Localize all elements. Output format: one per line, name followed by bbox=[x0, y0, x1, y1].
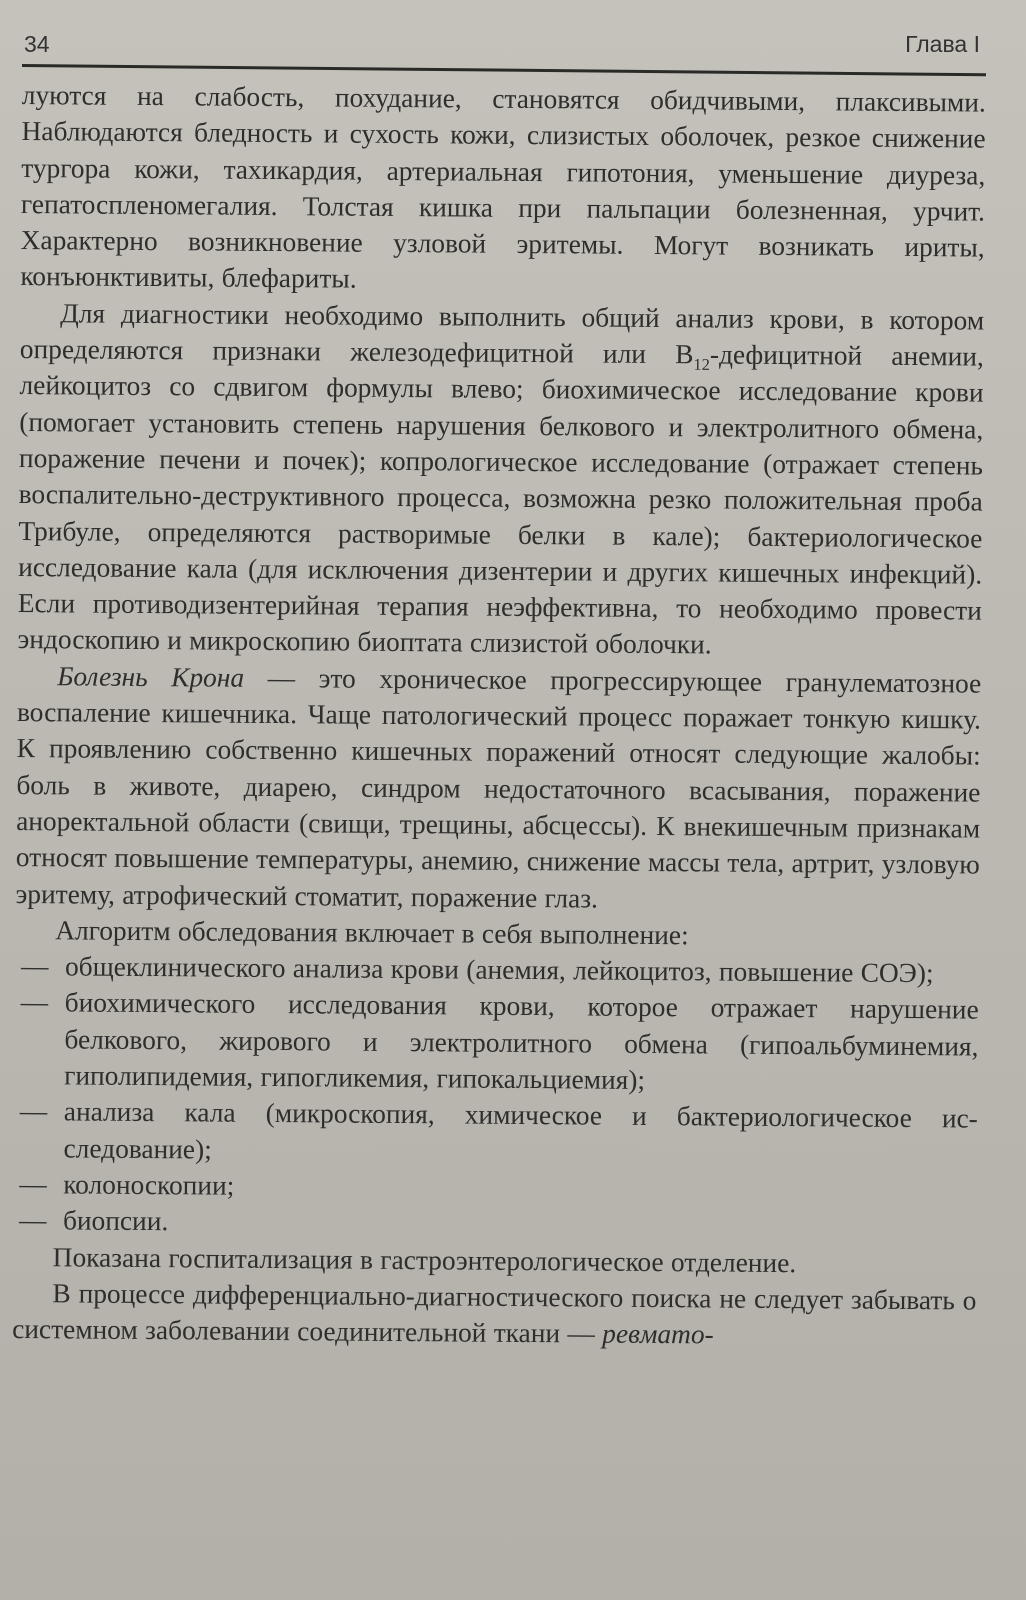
list-item-text: биохимического исследования крови, которое отражает нарушение белкового, жирового и электролитного обмена (гипоальбуминемия, гиполипидемия, гипогликемия, гипокальциемия); bbox=[64, 987, 979, 1095]
dash-marker: — bbox=[19, 1168, 47, 1200]
dash-marker: — bbox=[20, 987, 49, 1018]
chapter-title: Глава I bbox=[905, 31, 980, 57]
running-head bbox=[22, 18, 986, 58]
list-item bbox=[13, 1093, 978, 1173]
dash-marker: — bbox=[18, 1205, 47, 1236]
paragraph-6 bbox=[12, 1275, 977, 1355]
dash-marker: — bbox=[20, 951, 49, 982]
paragraph-2 bbox=[17, 295, 984, 666]
paragraph-4: Алгоритм обследования включает в себя выполнение: bbox=[55, 915, 689, 951]
list-item-text: биопсии. bbox=[62, 1205, 169, 1237]
header-rule bbox=[22, 64, 986, 76]
list-item bbox=[14, 984, 979, 1100]
exam-list bbox=[13, 948, 979, 1246]
paragraph-3 bbox=[15, 658, 981, 920]
paragraph-6-start: В процессе дифференциально-диагностического поиска не следует забывать о системном заболевании соединительной ткани — bbox=[12, 1278, 977, 1349]
list-item-text: анализа кала (микроскопия, химическое и бактериологическое исследование); bbox=[63, 1096, 978, 1165]
body-text bbox=[12, 77, 986, 1355]
page-number: 34 bbox=[24, 31, 50, 57]
paragraph-3-rest: — это хроническое прогрессирующее гранулематозное воспаление кишечника. Чаще патологический процесс поражает тонкую кишку. К проявлению собственно кишечных поражений относят следующие жалобы: боль в животе, диарею, синдром недостаточного всасывания, поражение аноректальной области (свищи, трещины, абсцессы). К внекишечным признакам относят повышение температуры, анемию, снижение массы тела, артрит, узловую эритему, атрофический стоматит, поражение глаз. bbox=[15, 662, 982, 914]
paragraph-1: луются на слабость, похудание, становятся обидчивыми, плаксивыми. Наблюдаются бледность и сухость кожи, слизистых оболочек, резкое снижение тургора кожи, тахикардия, артериальная гипотония, уменьшение диуреза, гепатоспленомегалия. Толстая кишка при пальпации болезненная, урчит. Характерно возникновение узловой эритемы. Могут возникать ириты, конъюнктивиты, блефариты. bbox=[20, 79, 986, 295]
list-item-text: общеклинического анализа крови (анемия, лейкоцитоз, повышение СОЭ); bbox=[64, 951, 934, 989]
b12-subscript: 12 bbox=[693, 354, 710, 374]
term-rheumatism: ревмато- bbox=[602, 1318, 714, 1350]
dash-marker: — bbox=[19, 1096, 48, 1127]
paragraph-5: Показана госпитализация в гастроэнтерологическое отделение. bbox=[52, 1241, 797, 1278]
paragraph-2-end: -дефицитной анемии, лейкоцитоз со сдвигом формулы влево; биохимическое исследование крови (помогает установить степень нарушения белкового и электролитного обмена, поражение печени и почек); копрологическое исследование (отражает степень воспалительно-деструктивного процесса, возможна резко положительная проба Трибуле, определяются растворимые белки в кале); бактериологическое исследование кала (для исключения дизентерии и других кишечных инфекций). Если противодизентерийная терапия неэффективна, то необходимо провести эндоскопию и микроскопию биоптата слизистой оболочки. bbox=[17, 339, 984, 660]
list-item-text: колоноскопии; bbox=[63, 1169, 235, 1201]
term-crohn-disease: Болезнь Крона bbox=[57, 661, 245, 693]
paragraph-2-start: Для диагностики необходимо выполнить общий анализ крови, в котором определяются признаки железодефицитной или B bbox=[19, 298, 985, 370]
list-item bbox=[13, 1202, 977, 1246]
